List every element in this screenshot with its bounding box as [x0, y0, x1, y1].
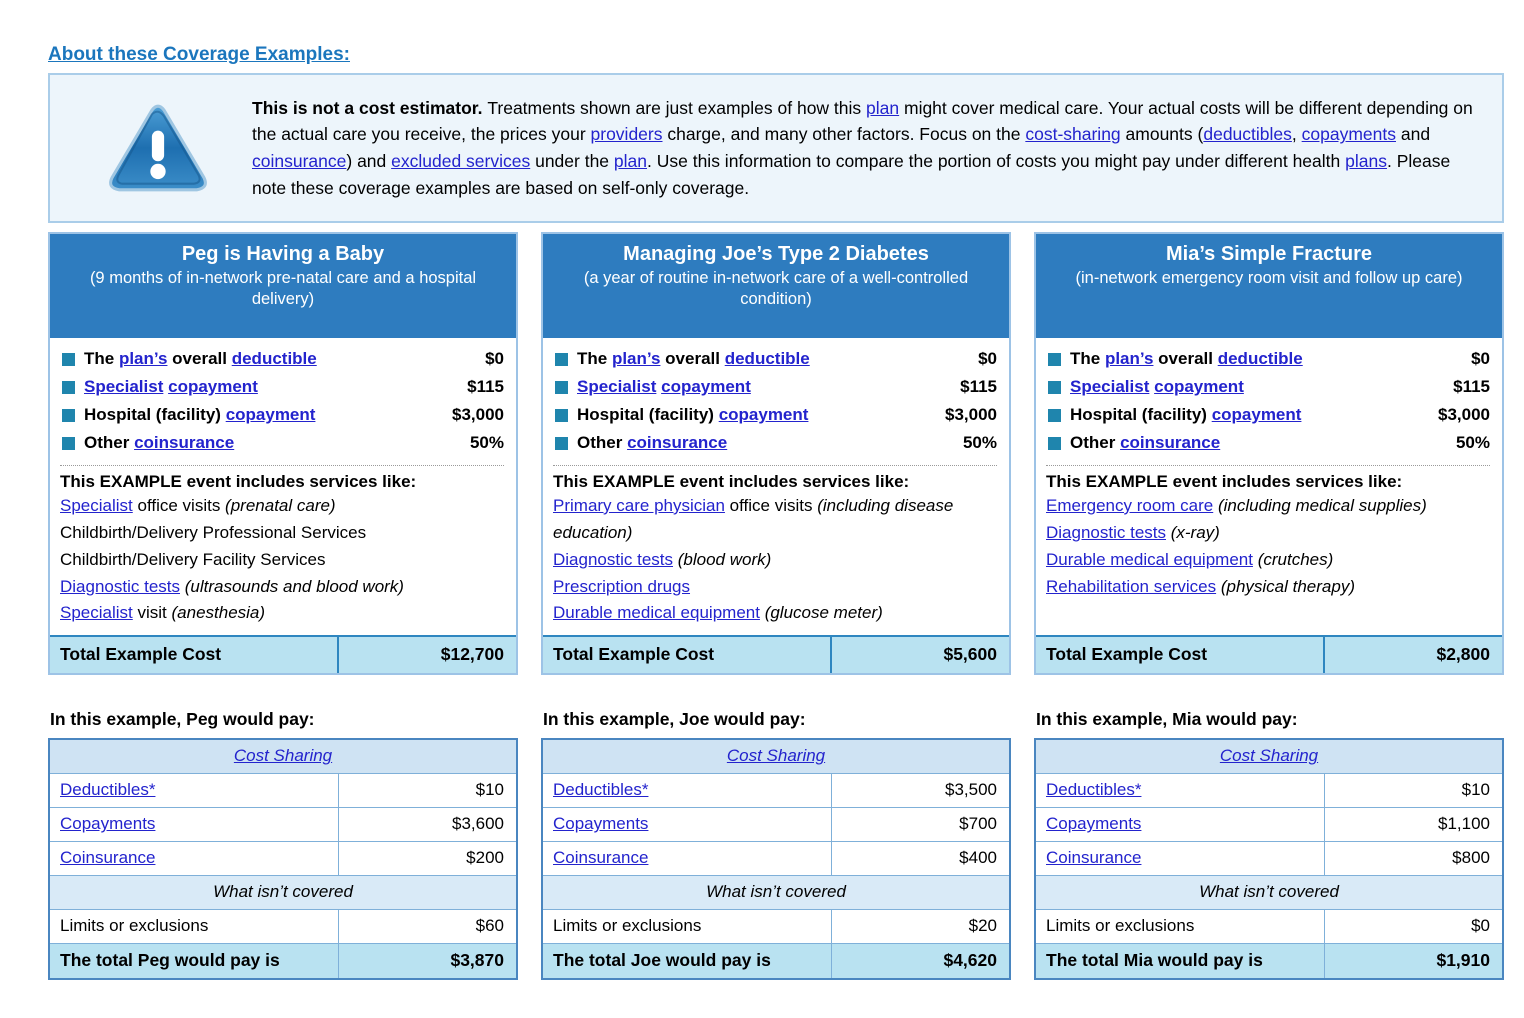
- prescription-drugs-link[interactable]: Prescription drugs: [553, 576, 691, 596]
- excluded-services-link[interactable]: excluded services: [391, 151, 531, 171]
- plan-parameter-value: $3,000: [1438, 405, 1490, 424]
- cost-row-label: [543, 774, 832, 807]
- text-segment: Hospital (facility): [577, 405, 719, 424]
- text-segment: (prenatal care): [225, 496, 336, 515]
- service-line: [1046, 493, 1490, 520]
- services-heading: This EXAMPLE event includes services like:: [1046, 472, 1403, 491]
- cost-row-value: $3,500: [945, 780, 997, 800]
- cost-sharing-header-row: [50, 740, 516, 773]
- deductible-link[interactable]: deductible: [231, 349, 317, 368]
- plan-parameter-row: [60, 345, 504, 373]
- copayment-link[interactable]: copayment: [1154, 377, 1244, 396]
- grand-total-label: The total Peg would pay is: [50, 944, 339, 978]
- card-title: Managing Joe’s Type 2 Diabetes: [623, 243, 929, 265]
- service-line: [553, 493, 997, 547]
- text-segment: Childbirth/Delivery Professional Services: [60, 522, 367, 542]
- card-header-mia: [1036, 234, 1502, 338]
- copayments-link[interactable]: copayments: [1301, 124, 1396, 145]
- cost-sharing-row: [50, 841, 516, 875]
- diagnostic-tests-link[interactable]: Diagnostic tests: [1046, 522, 1166, 542]
- cost-row-label: [50, 842, 339, 875]
- total-example-cost-label: Total Example Cost: [543, 637, 832, 673]
- deductible-link[interactable]: deductible: [1217, 349, 1303, 368]
- plan-parameter-row: [553, 373, 997, 401]
- text-segment: Childbirth/Delivery Facility Services: [60, 549, 326, 569]
- cost-sharing-row: [543, 841, 1009, 875]
- plan-parameters: [1036, 338, 1502, 463]
- text-segment: charge, and many other factors. Focus on the: [662, 124, 1026, 145]
- plans-link[interactable]: plans: [1345, 151, 1387, 171]
- services-heading: This EXAMPLE event includes services like:: [60, 472, 417, 491]
- plan-parameter-row: [1046, 373, 1490, 401]
- coinsurance-link[interactable]: Coinsurance: [60, 848, 156, 868]
- grand-total-row: [543, 943, 1009, 978]
- text-segment: (including disease education): [553, 496, 954, 542]
- plan-s-link[interactable]: plan’s: [1104, 349, 1154, 368]
- not-covered-header-row: [1036, 875, 1502, 909]
- example-services: [60, 465, 504, 627]
- service-line: [1046, 547, 1490, 574]
- square-bullet-icon: [555, 353, 568, 366]
- coinsurance-link[interactable]: coinsurance: [627, 433, 728, 452]
- cost-row-value: $10: [1461, 780, 1490, 800]
- specialist-link[interactable]: Specialist: [1070, 377, 1150, 396]
- plan-parameters: [50, 338, 516, 463]
- disclaimer-box: [48, 73, 1504, 223]
- text-segment: (glucose meter): [764, 603, 883, 623]
- coverage-example-card-mia: [1034, 232, 1504, 675]
- total-example-cost-row: [543, 635, 1009, 673]
- cost-row-label: [1036, 842, 1325, 875]
- grand-total-row: [50, 943, 516, 978]
- cost-row-value: $3,600: [452, 814, 504, 834]
- copayment-link[interactable]: copayment: [661, 377, 751, 396]
- plan-parameter-value: $3,000: [945, 405, 997, 424]
- card-subtitle: (a year of routine in-network care of a well-controlled condition): [583, 269, 969, 309]
- text-segment: (anesthesia): [171, 603, 266, 623]
- grand-total-label: The total Joe would pay is: [543, 944, 832, 978]
- plan-parameter-value: $115: [1453, 377, 1490, 396]
- plan-parameter-value: $0: [978, 349, 997, 368]
- text-segment: ) and: [346, 151, 392, 171]
- deductibles-link[interactable]: Deductibles*: [60, 780, 156, 800]
- plan-parameter-label: [1070, 349, 1471, 369]
- text-segment: Hospital (facility): [84, 405, 226, 424]
- text-segment: Other: [84, 433, 135, 452]
- text-segment: Hospital (facility): [1070, 405, 1212, 424]
- grand-total-value: $4,620: [943, 950, 997, 971]
- would-pay-heading: In this example, Mia would pay:: [1036, 709, 1298, 730]
- text-segment: Treatments shown are just examples of how this: [487, 97, 867, 118]
- plan-parameter-value: 50%: [469, 433, 504, 452]
- cost-row-value: $200: [466, 848, 504, 868]
- service-line: [553, 600, 997, 627]
- not-covered-label: What isn’t covered: [1199, 882, 1339, 902]
- square-bullet-icon: [555, 381, 568, 394]
- exclusions-row: [1036, 909, 1502, 943]
- disclaimer-text: [252, 95, 1482, 201]
- text-segment: (x-ray): [1170, 522, 1220, 542]
- service-line: [60, 547, 504, 574]
- text-segment: office visits: [132, 496, 226, 515]
- would-pay-section-mia: [1034, 709, 1504, 980]
- text-segment: (blood work): [677, 549, 772, 569]
- plan-parameter-label: [84, 433, 470, 453]
- plan-parameter-label: [577, 405, 945, 425]
- total-example-cost-value: $12,700: [440, 644, 504, 665]
- not-covered-label: What isn’t covered: [213, 882, 353, 902]
- cost-sharing-link[interactable]: cost-sharing: [1025, 124, 1121, 145]
- cost-row-label: [1036, 774, 1325, 807]
- copayments-link[interactable]: Copayments: [1046, 814, 1142, 834]
- diagnostic-tests-link[interactable]: Diagnostic tests: [60, 576, 180, 596]
- text-segment: under the: [530, 151, 614, 171]
- plan-parameter-value: $0: [1471, 349, 1490, 368]
- plan-parameter-row: [60, 373, 504, 401]
- cost-sharing-row: [50, 773, 516, 807]
- exclusions-value: $20: [968, 916, 997, 936]
- deductible-link[interactable]: deductible: [724, 349, 810, 368]
- text-segment: Other: [577, 433, 628, 452]
- plan-parameter-row: [553, 345, 997, 373]
- plan-parameter-value: $3,000: [452, 405, 504, 424]
- text-segment: This is not a cost estimator.: [252, 97, 488, 118]
- square-bullet-icon: [1048, 409, 1061, 422]
- plan-parameter-label: [84, 405, 452, 425]
- exclusions-label: Limits or exclusions: [1036, 910, 1325, 943]
- total-example-cost-value: $2,800: [1436, 644, 1490, 665]
- text-segment: The: [577, 349, 612, 368]
- plan-parameter-label: [577, 349, 978, 369]
- cost-row-label: [50, 808, 339, 841]
- square-bullet-icon: [555, 409, 568, 422]
- plan-parameter-row: [553, 401, 997, 429]
- text-segment: (crutches): [1257, 549, 1334, 569]
- exclusions-row: [543, 909, 1009, 943]
- text-segment: ,: [1291, 124, 1302, 145]
- grand-total-label: The total Mia would pay is: [1036, 944, 1325, 978]
- plan-parameter-value: $115: [467, 377, 504, 396]
- grand-total-value: $1,910: [1436, 950, 1490, 971]
- text-segment: (ultrasounds and blood work): [184, 576, 404, 596]
- plan-parameter-row: [60, 429, 504, 457]
- would-pay-table-joe: [541, 738, 1011, 980]
- service-line: [60, 600, 504, 627]
- card-subtitle: (in-network emergency room visit and follow up care): [1075, 269, 1463, 287]
- copayment-link[interactable]: copayment: [225, 405, 316, 424]
- plan-parameters: [543, 338, 1009, 463]
- would-pay-section-joe: [541, 709, 1011, 980]
- plan-parameter-label: [577, 377, 960, 397]
- coverage-example-card-peg: [48, 232, 518, 675]
- plan-s-link[interactable]: plan’s: [118, 349, 168, 368]
- square-bullet-icon: [62, 381, 75, 394]
- plan-parameter-row: [1046, 345, 1490, 373]
- cost-sharing-row: [50, 807, 516, 841]
- deductibles-link[interactable]: deductibles: [1203, 124, 1292, 145]
- coverage-example-cards: [48, 232, 1504, 675]
- deductibles-link[interactable]: Deductibles*: [1046, 780, 1142, 800]
- text-segment: might cover medical care. Your actual costs will be different depending on the actual care you receive, the prices your: [252, 97, 1473, 145]
- would-pay-tables: [48, 709, 1504, 980]
- coinsurance-link[interactable]: coinsurance: [1120, 433, 1221, 452]
- total-example-cost-row: [1036, 635, 1502, 673]
- example-services: [553, 465, 997, 627]
- plan-parameter-label: [84, 377, 467, 397]
- service-line: [1046, 574, 1490, 601]
- plan-parameter-value: 50%: [962, 433, 997, 452]
- would-pay-heading: In this example, Peg would pay:: [50, 709, 315, 730]
- cost-sharing-row: [543, 807, 1009, 841]
- copayment-link[interactable]: copayment: [168, 377, 258, 396]
- coverage-example-card-joe: [541, 232, 1011, 675]
- total-example-cost-label: Total Example Cost: [50, 637, 339, 673]
- durable-medical-equipment-link[interactable]: Durable medical equipment: [1046, 549, 1253, 569]
- text-segment: overall: [1153, 349, 1218, 368]
- plan-parameter-label: [1070, 433, 1456, 453]
- plan-parameter-label: [1070, 405, 1438, 425]
- cost-row-value: $10: [475, 780, 504, 800]
- would-pay-table-mia: [1034, 738, 1504, 980]
- page-title: About these Coverage Examples:: [48, 44, 350, 65]
- card-title: Mia’s Simple Fracture: [1166, 243, 1372, 265]
- text-segment: amounts (: [1120, 124, 1204, 145]
- not-covered-header-row: [50, 875, 516, 909]
- service-line: [1046, 520, 1490, 547]
- exclusions-label: Limits or exclusions: [50, 910, 339, 943]
- coverage-examples-page: [48, 44, 1504, 980]
- providers-link[interactable]: providers: [590, 124, 663, 145]
- cost-row-value: $1,100: [1438, 814, 1490, 834]
- copayments-link[interactable]: Copayments: [60, 814, 156, 834]
- service-line: [60, 520, 504, 547]
- exclusions-row: [50, 909, 516, 943]
- plan-parameter-label: [1070, 377, 1453, 397]
- text-segment: . Use this information to compare the portion of costs you might pay under different health: [647, 151, 1346, 171]
- cost-sharing-link[interactable]: Cost Sharing: [726, 746, 826, 766]
- cost-sharing-row: [1036, 841, 1502, 875]
- cost-sharing-header-row: [543, 740, 1009, 773]
- card-title: Peg is Having a Baby: [181, 243, 385, 265]
- would-pay-section-peg: [48, 709, 518, 980]
- deductibles-link[interactable]: Deductibles*: [553, 780, 649, 800]
- primary-care-physician-link[interactable]: Primary care physician: [553, 496, 725, 515]
- specialist-link[interactable]: Specialist: [60, 496, 133, 515]
- example-services: [1046, 465, 1490, 627]
- cost-sharing-row: [1036, 807, 1502, 841]
- service-line: [553, 574, 997, 601]
- text-segment: Other: [1070, 433, 1121, 452]
- square-bullet-icon: [62, 353, 75, 366]
- service-line: [60, 574, 504, 601]
- text-segment: overall: [167, 349, 232, 368]
- copayment-link[interactable]: copayment: [718, 405, 809, 424]
- cost-sharing-header-row: [1036, 740, 1502, 773]
- coinsurance-link[interactable]: coinsurance: [252, 151, 347, 171]
- text-segment: (physical therapy): [1220, 576, 1355, 596]
- rehabilitation-services-link[interactable]: Rehabilitation services: [1046, 576, 1217, 596]
- coinsurance-link[interactable]: coinsurance: [134, 433, 235, 452]
- not-covered-header-row: [543, 875, 1009, 909]
- square-bullet-icon: [555, 437, 568, 450]
- exclusions-value: $0: [1471, 916, 1490, 936]
- text-segment: overall: [660, 349, 725, 368]
- plan-parameter-row: [60, 401, 504, 429]
- square-bullet-icon: [62, 409, 75, 422]
- square-bullet-icon: [1048, 437, 1061, 450]
- coinsurance-link[interactable]: Coinsurance: [553, 848, 649, 868]
- cost-row-label: [543, 842, 832, 875]
- text-segment: The: [84, 349, 119, 368]
- plan-parameter-label: [84, 349, 485, 369]
- grand-total-value: $3,870: [450, 950, 504, 971]
- copayments-link[interactable]: Copayments: [553, 814, 649, 834]
- emergency-room-care-link[interactable]: Emergency room care: [1046, 496, 1214, 515]
- specialist-link[interactable]: Specialist: [84, 377, 164, 396]
- plan-link[interactable]: plan: [613, 151, 647, 171]
- plan-parameter-value: $115: [960, 377, 997, 396]
- warning-icon-container: [64, 102, 252, 194]
- would-pay-heading: In this example, Joe would pay:: [543, 709, 806, 730]
- service-line: [553, 547, 997, 574]
- text-segment: office visits: [724, 496, 818, 515]
- grand-total-row: [1036, 943, 1502, 978]
- durable-medical-equipment-link[interactable]: Durable medical equipment: [553, 603, 760, 623]
- text-segment: and: [1396, 124, 1431, 145]
- plan-link[interactable]: plan: [866, 97, 900, 118]
- text-segment: visit: [132, 603, 172, 623]
- text-segment: . Please note these coverage examples are based on self-only coverage.: [252, 151, 1451, 198]
- coinsurance-link[interactable]: Coinsurance: [1046, 848, 1142, 868]
- cost-row-label: [1036, 808, 1325, 841]
- square-bullet-icon: [1048, 381, 1061, 394]
- copayment-link[interactable]: copayment: [1211, 405, 1302, 424]
- exclusions-label: Limits or exclusions: [543, 910, 832, 943]
- total-example-cost-row: [50, 635, 516, 673]
- square-bullet-icon: [62, 437, 75, 450]
- card-header-joe: [543, 234, 1009, 338]
- text-segment: The: [1070, 349, 1105, 368]
- cost-sharing-row: [543, 773, 1009, 807]
- cost-sharing-link[interactable]: Cost Sharing: [1219, 746, 1319, 766]
- plan-parameter-row: [1046, 429, 1490, 457]
- would-pay-table-peg: [48, 738, 518, 980]
- specialist-link[interactable]: Specialist: [577, 377, 657, 396]
- cost-row-label: [543, 808, 832, 841]
- cost-sharing-row: [1036, 773, 1502, 807]
- total-example-cost-value: $5,600: [943, 644, 997, 665]
- cost-row-value: $400: [959, 848, 997, 868]
- square-bullet-icon: [1048, 353, 1061, 366]
- plan-parameter-row: [553, 429, 997, 457]
- services-heading: This EXAMPLE event includes services like:: [553, 472, 910, 491]
- text-segment: (including medical supplies): [1217, 496, 1427, 515]
- not-covered-label: What isn’t covered: [706, 882, 846, 902]
- cost-row-value: $700: [959, 814, 997, 834]
- plan-s-link[interactable]: plan’s: [611, 349, 661, 368]
- cost-sharing-link[interactable]: Cost Sharing: [233, 746, 333, 766]
- exclusions-value: $60: [475, 916, 504, 936]
- specialist-link[interactable]: Specialist: [60, 603, 133, 623]
- plan-parameter-row: [1046, 401, 1490, 429]
- plan-parameter-value: 50%: [1455, 433, 1490, 452]
- warning-triangle-icon: [107, 102, 209, 194]
- card-subtitle: (9 months of in-network pre-natal care and a hospital delivery): [89, 269, 477, 309]
- total-example-cost-label: Total Example Cost: [1036, 637, 1325, 673]
- service-line: [60, 493, 504, 520]
- cost-row-label: [50, 774, 339, 807]
- plan-parameter-value: $0: [485, 349, 504, 368]
- cost-row-value: $800: [1452, 848, 1490, 868]
- card-header-peg: [50, 234, 516, 338]
- diagnostic-tests-link[interactable]: Diagnostic tests: [553, 549, 673, 569]
- plan-parameter-label: [577, 433, 963, 453]
